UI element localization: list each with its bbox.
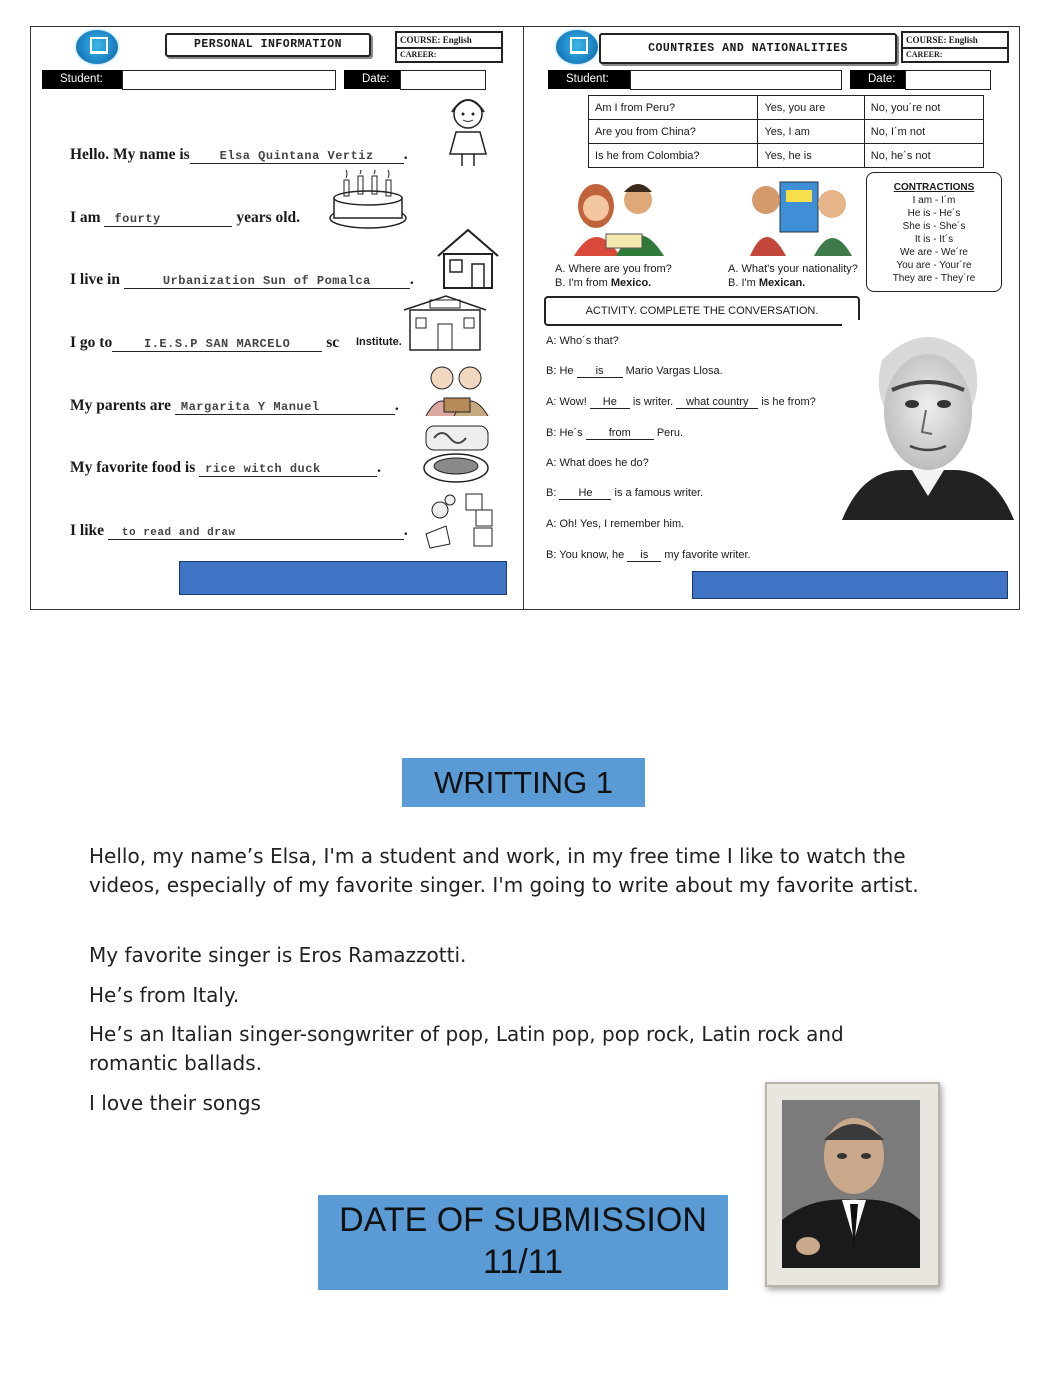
dialog-two-b-bold: Mexican. (758, 277, 806, 289)
sheet-divider (523, 26, 524, 610)
age-prefix: I am (70, 209, 101, 226)
address-suffix: . (409, 271, 414, 288)
conv-text: is he from? (761, 396, 816, 408)
conv-answer[interactable]: is (627, 549, 661, 562)
age-suffix: years old. (236, 209, 301, 226)
school-logo-icon (76, 30, 118, 64)
name-suffix: . (403, 146, 408, 163)
address-line (70, 271, 414, 289)
conv-text: B: He´s (546, 427, 583, 439)
dialog-two (728, 262, 858, 290)
name-answer[interactable]: Elsa Quintana Vertiz (190, 149, 404, 164)
conv-line-5: A: What does he do? (546, 457, 649, 469)
table-cell: No, I´m not (864, 120, 983, 144)
left-career-label: CAREER: (395, 47, 503, 63)
activity-title: ACTIVITY. COMPLETE THE CONVERSATION. (544, 296, 860, 326)
questions-table (588, 95, 984, 168)
conv-answer[interactable]: He (559, 487, 611, 500)
right-career-label: CAREER: (901, 47, 1009, 63)
like-answer[interactable]: to read and draw (108, 527, 404, 540)
birthday-cake-icon (328, 170, 408, 230)
conv-text: is writer. (632, 396, 674, 408)
left-student-field[interactable] (122, 70, 336, 90)
institute-overlay: Institute. (356, 336, 402, 348)
table-cell: Yes, he is (758, 144, 864, 168)
address-answer[interactable]: Urbanization Sun of Pomalca (124, 274, 410, 289)
table-row (589, 120, 984, 144)
conv-answer[interactable]: is (577, 365, 623, 378)
dialog-one-b (555, 276, 672, 290)
parents-line (70, 397, 399, 415)
food-line (70, 459, 381, 477)
dialog-one-a: A. Where are you from? (555, 263, 672, 275)
table-cell: Yes, you are (758, 96, 864, 120)
right-student-label: Student: (548, 70, 656, 89)
conv-text: Mario Vargas Llosa. (625, 365, 723, 377)
name-prefix: Hello. My name is (70, 146, 190, 163)
men-talking-icon (744, 178, 856, 256)
writer-portrait-photo (842, 320, 1014, 520)
dialog-one-b-bold: Mexico. (610, 277, 652, 289)
conv-text: A: Wow! (546, 396, 587, 408)
dialog-one-b-text: B. I'm from (555, 277, 611, 289)
contraction-item: They are - They´re (892, 273, 976, 284)
conv-text: B: You know, he (546, 549, 625, 561)
contraction-item: I am - I´m (912, 195, 956, 206)
girl-icon (440, 92, 496, 168)
right-date-field[interactable] (905, 70, 991, 90)
table-cell: Is he from Colombia? (589, 144, 758, 168)
left-sheet-title: PERSONAL INFORMATION (165, 33, 371, 57)
conv-text: B: (546, 487, 557, 499)
writing-paragraph-4: He’s an Italian singer-songwriter of pop, Latin pop, pop rock, Latin rock and romantic ballads. (89, 1022, 844, 1075)
name-line (70, 146, 408, 164)
age-answer[interactable]: fourty (104, 212, 232, 227)
conv-line-4 (546, 427, 683, 440)
left-date-label: Date: (344, 70, 402, 89)
contractions-box (866, 172, 1002, 292)
students-talking-icon (566, 178, 676, 256)
conv-answer[interactable]: from (586, 427, 654, 440)
dialog-one (555, 262, 672, 290)
conv-answer[interactable]: what country (676, 396, 758, 409)
writing-paragraph-5: I love their songs (89, 1091, 261, 1115)
age-line (70, 209, 300, 227)
school-answer[interactable]: I.E.S.P SAN MARCELO (112, 337, 322, 352)
parents-suffix: . (394, 397, 399, 414)
food-answer[interactable]: rice witch duck (199, 462, 377, 477)
table-cell: No, you´re not (864, 96, 983, 120)
parents-prefix: My parents are (70, 397, 172, 414)
school-suffix: sc (326, 334, 340, 351)
toys-icon (420, 490, 500, 550)
conv-text: B: He (546, 365, 574, 377)
conv-text: Peru. (656, 427, 684, 439)
dialog-two-a: A. What's your nationality? (728, 263, 858, 275)
conv-line-7: A: Oh! Yes, I remember him. (546, 518, 685, 530)
contraction-item: We are - We´re (900, 247, 968, 258)
submission-date: 11/11 (482, 1243, 564, 1281)
contraction-item: It is - It´s (914, 234, 954, 245)
contraction-item: You are - Your´re (896, 260, 972, 271)
writing-paragraph-1: Hello, my name’s Elsa, I'm a student and work, in my free time I like to watch the videos, especially of my favorite singer. I'm going to write about my favorite artist. (89, 844, 919, 897)
food-prefix: My favorite food is (70, 459, 196, 476)
right-sheet-title: COUNTRIES AND NATIONALITIES (599, 33, 897, 64)
like-line (70, 522, 408, 540)
left-submit-button[interactable] (179, 561, 507, 595)
conv-line-6 (546, 487, 703, 500)
table-cell: Yes, I am (758, 120, 864, 144)
table-row (589, 96, 984, 120)
table-row (589, 144, 984, 168)
food-suffix: . (377, 459, 382, 476)
right-student-field[interactable] (630, 70, 842, 90)
contractions-title: CONTRACTIONS (893, 182, 975, 193)
singer-photo (782, 1100, 920, 1268)
school-prefix: I go to (70, 334, 113, 351)
table-cell: Am I from Peru? (589, 96, 758, 120)
contraction-item: She is - She´s (902, 221, 966, 232)
dialog-two-b (728, 276, 858, 290)
food-icon (420, 424, 494, 488)
singer-photo-frame (765, 1082, 940, 1287)
right-date-label: Date: (850, 70, 908, 89)
school-line (70, 334, 339, 352)
table-cell: No, he´s not (864, 144, 983, 168)
conv-line-3 (546, 396, 816, 409)
school-logo-icon (556, 30, 598, 64)
conv-line-8 (546, 549, 751, 562)
contraction-item: He is - He´s (907, 208, 961, 219)
right-submit-button[interactable] (692, 571, 1008, 599)
conv-line-1: A: Who´s that? (546, 335, 619, 347)
school-building-icon (400, 292, 488, 354)
parents-icon (414, 362, 500, 418)
writing-paragraph-3: He’s from Italy. (89, 983, 240, 1007)
like-suffix: . (403, 522, 408, 539)
conv-answer[interactable]: He (590, 396, 630, 409)
left-course-label: COURSE: English (395, 31, 503, 49)
conv-text: is a famous writer. (614, 487, 704, 499)
like-prefix: I like (70, 522, 105, 539)
right-course-label: COURSE: English (901, 31, 1009, 49)
conv-line-2 (546, 365, 723, 378)
conv-text: my favorite writer. (664, 549, 751, 561)
address-prefix: I live in (70, 271, 120, 288)
house-icon (436, 228, 500, 290)
dialog-two-b-text: B. I'm (728, 277, 759, 289)
writing-heading: WRITTING 1 (402, 758, 645, 807)
submission-box (318, 1195, 728, 1290)
submission-label: DATE OF SUBMISSION (339, 1201, 707, 1239)
left-student-label: Student: (42, 70, 148, 89)
left-date-field[interactable] (400, 70, 486, 90)
table-cell: Are you from China? (589, 120, 758, 144)
writing-paragraph-2: My favorite singer is Eros Ramazzotti. (89, 943, 467, 967)
parents-answer[interactable]: Margarita Y Manuel (175, 400, 395, 415)
